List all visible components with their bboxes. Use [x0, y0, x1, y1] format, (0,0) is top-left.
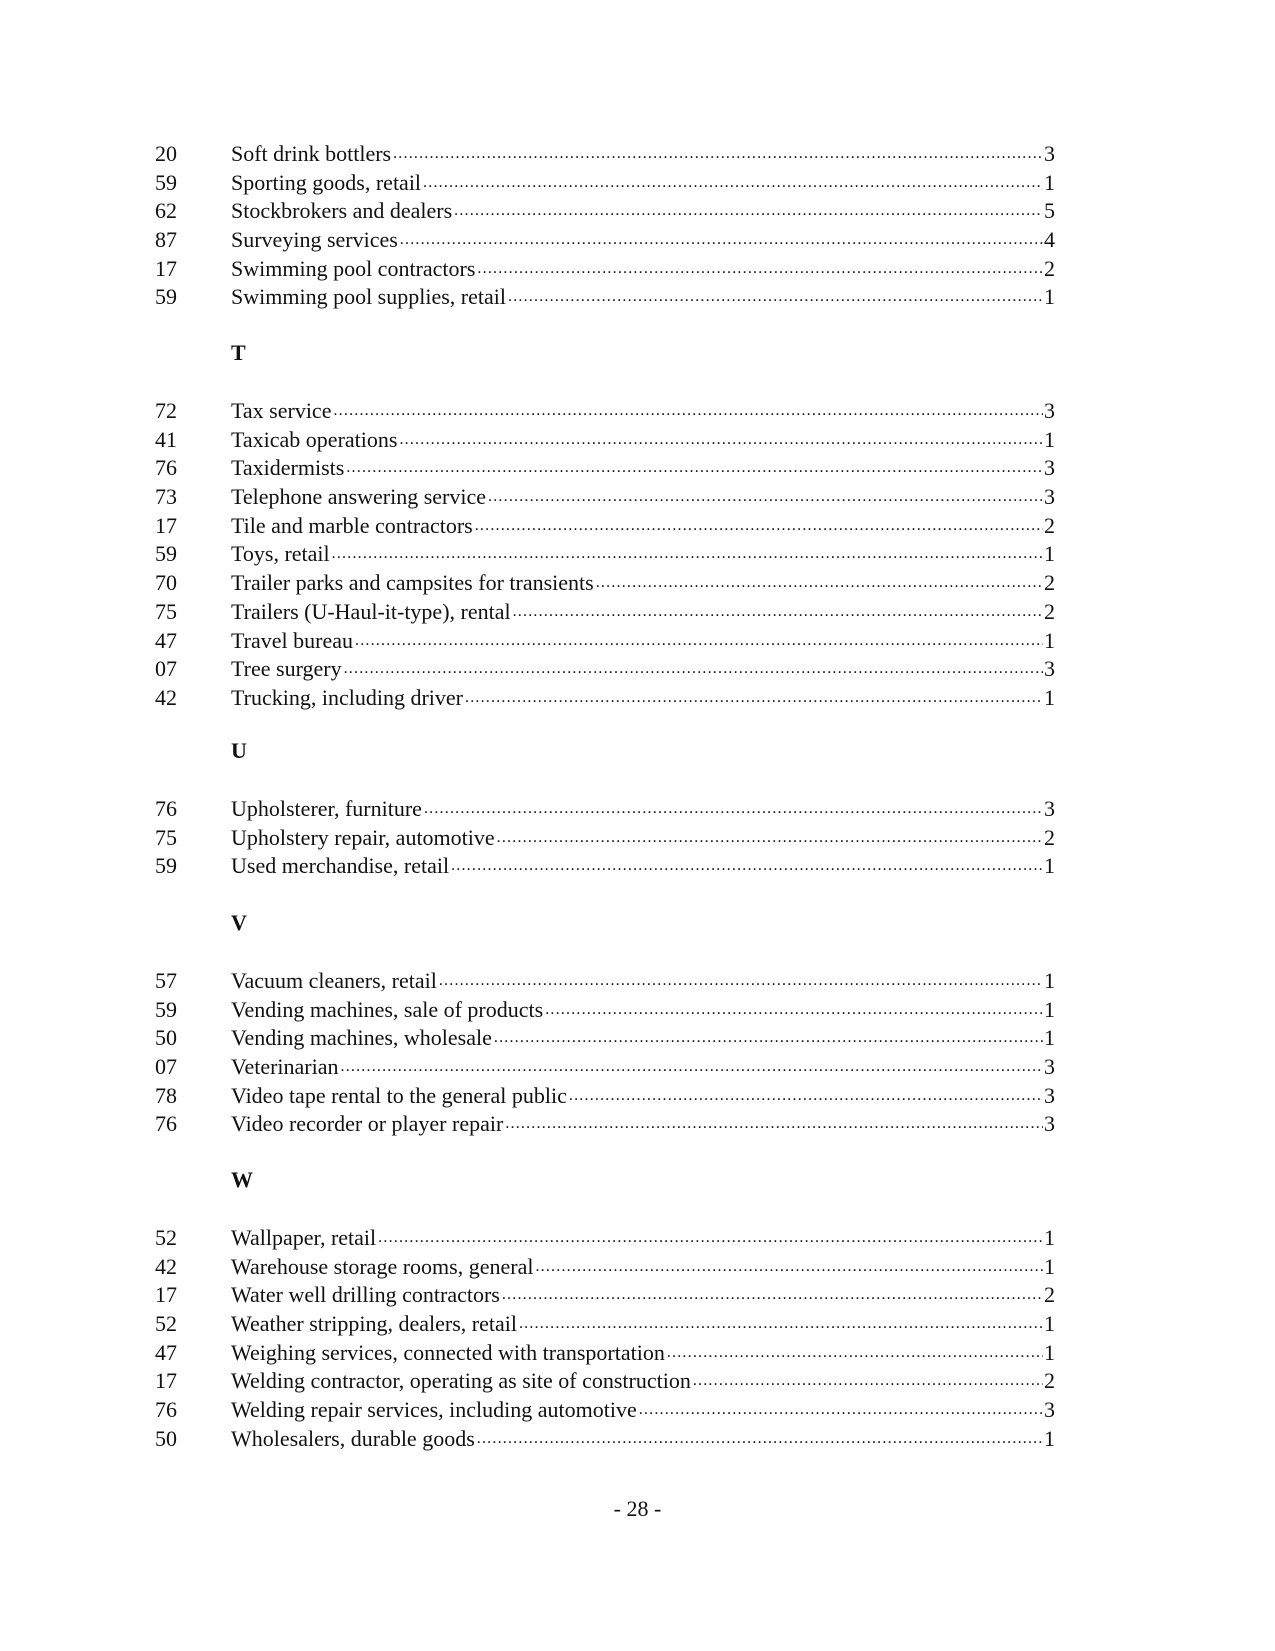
dot-leader — [341, 1053, 1044, 1082]
index-entry — [155, 1082, 1055, 1111]
entry-label: Telephone answering service — [231, 484, 487, 510]
entry-code: 52 — [155, 1311, 177, 1337]
dot-leader — [451, 852, 1043, 881]
entry-code: 20 — [155, 141, 177, 166]
entry-code: 07 — [155, 656, 177, 682]
entry-label-leader — [231, 655, 1043, 684]
entry-label-leader — [231, 1396, 1043, 1425]
dot-leader — [596, 569, 1043, 598]
entry-label: Wholesalers, durable goods — [231, 1425, 475, 1451]
entry-value: 3 — [1044, 1397, 1055, 1423]
index-entry — [155, 1024, 1055, 1053]
index-entry — [155, 454, 1055, 483]
entry-code: 47 — [155, 1339, 177, 1365]
entry-label-leader — [231, 569, 1043, 598]
entry-value: 2 — [1044, 1282, 1055, 1308]
entry-label-leader — [231, 483, 1043, 512]
entry-value: 3 — [1044, 1082, 1055, 1108]
index-entry — [155, 169, 1055, 198]
entry-value: 1 — [1044, 1339, 1055, 1365]
dot-leader — [535, 1253, 1043, 1282]
index-entry — [155, 140, 1055, 169]
index-entry — [155, 1224, 1055, 1253]
dot-leader — [693, 1367, 1043, 1396]
entry-label: Travel bureau — [231, 627, 353, 653]
entry-label-leader — [231, 140, 1043, 169]
entry-value: 1 — [1044, 1225, 1055, 1250]
index-entry — [155, 397, 1055, 426]
dot-leader — [508, 283, 1043, 312]
entry-value: 2 — [1044, 1368, 1055, 1394]
entry-label: Toys, retail — [231, 541, 330, 567]
entry-code: 07 — [155, 1054, 177, 1080]
dot-leader — [454, 197, 1043, 226]
entry-value: 1 — [1044, 541, 1055, 567]
entry-label: Taxidermists — [231, 455, 345, 481]
entry-value: 3 — [1044, 1054, 1055, 1080]
entry-value: 3 — [1044, 455, 1055, 481]
entry-code: 50 — [155, 1025, 177, 1051]
entry-label-leader — [231, 1053, 1043, 1082]
entry-code: 59 — [155, 169, 177, 195]
index-entry — [155, 483, 1055, 512]
entry-code: 76 — [155, 796, 177, 821]
entry-label: Soft drink bottlers — [231, 141, 392, 166]
entry-label: Swimming pool contractors — [231, 255, 476, 281]
entry-code: 59 — [155, 541, 177, 567]
index-entry — [155, 1425, 1055, 1454]
entry-code: 17 — [155, 1368, 177, 1394]
entry-label-leader — [231, 169, 1043, 198]
entry-label-leader — [231, 1367, 1043, 1396]
entry-value: 3 — [1044, 398, 1055, 423]
section-w — [155, 1224, 1055, 1454]
entry-code: 73 — [155, 484, 177, 510]
entry-value: 3 — [1044, 656, 1055, 682]
section-u — [155, 795, 1055, 881]
entry-label-leader — [231, 996, 1043, 1025]
dot-leader — [344, 655, 1043, 684]
entry-label: Weighing services, connected with transportation — [231, 1339, 665, 1365]
entry-code: 59 — [155, 996, 177, 1022]
entry-label-leader — [231, 1253, 1043, 1282]
entry-code: 76 — [155, 1111, 177, 1137]
entry-value: 1 — [1044, 426, 1055, 452]
entry-code: 75 — [155, 598, 177, 624]
index-entry — [155, 1110, 1055, 1139]
entry-code: 17 — [155, 512, 177, 538]
entry-value: 1 — [1044, 1025, 1055, 1051]
entry-label-leader — [231, 852, 1043, 881]
entry-value: 1 — [1044, 627, 1055, 653]
entry-value: 5 — [1044, 198, 1055, 224]
dot-leader — [497, 824, 1043, 853]
entry-code: 76 — [155, 455, 177, 481]
dot-leader — [355, 627, 1043, 656]
entry-label: Vending machines, sale of products — [231, 996, 544, 1022]
entry-value: 3 — [1044, 796, 1055, 821]
entry-value: 2 — [1044, 824, 1055, 850]
page-number: - 28 - — [613, 1496, 662, 1521]
entry-label-leader — [231, 1339, 1043, 1368]
dot-leader — [423, 169, 1043, 198]
index-entry — [155, 795, 1055, 824]
entry-label-leader — [231, 397, 1043, 426]
entry-label-leader — [231, 1024, 1043, 1053]
entry-value: 1 — [1044, 968, 1055, 993]
dot-leader — [667, 1339, 1043, 1368]
entry-value: 2 — [1044, 598, 1055, 624]
entry-label-leader — [231, 426, 1043, 455]
entry-value: 2 — [1044, 570, 1055, 596]
entry-label-leader — [231, 1425, 1043, 1454]
section-heading-u: U — [231, 738, 247, 763]
index-entry — [155, 255, 1055, 284]
entry-code: 59 — [155, 284, 177, 310]
entry-value: 1 — [1044, 684, 1055, 710]
entry-label-leader — [231, 1281, 1043, 1310]
entry-value: 1 — [1044, 1425, 1055, 1451]
entry-code: 75 — [155, 824, 177, 850]
index-entry — [155, 226, 1055, 255]
entry-code: 87 — [155, 227, 177, 253]
entry-value: 1 — [1044, 284, 1055, 310]
entry-label-leader — [231, 540, 1043, 569]
index-entry — [155, 197, 1055, 226]
entry-label: Warehouse storage rooms, general — [231, 1253, 534, 1279]
dot-leader — [475, 512, 1043, 541]
entry-label: Welding contractor, operating as site of construction — [231, 1368, 691, 1394]
index-entry — [155, 512, 1055, 541]
index-entry — [155, 569, 1055, 598]
index-entry — [155, 655, 1055, 684]
entry-value: 3 — [1044, 1111, 1055, 1137]
dot-leader — [399, 426, 1043, 455]
entry-label-leader — [231, 197, 1043, 226]
index-entry — [155, 426, 1055, 455]
entry-label: Taxicab operations — [231, 426, 398, 452]
entry-code: 78 — [155, 1082, 177, 1108]
entry-code: 52 — [155, 1225, 177, 1250]
entry-code: 62 — [155, 198, 177, 224]
entry-label: Tree surgery — [231, 656, 342, 682]
section-v — [155, 967, 1055, 1139]
index-entry — [155, 1053, 1055, 1082]
entry-value: 2 — [1044, 255, 1055, 281]
index-entry — [155, 1396, 1055, 1425]
entry-label-leader — [231, 795, 1043, 824]
index-entry — [155, 1339, 1055, 1368]
entry-code: 76 — [155, 1397, 177, 1423]
index-entry — [155, 824, 1055, 853]
entry-label: Vending machines, wholesale — [231, 1025, 492, 1051]
index-entry — [155, 967, 1055, 996]
entry-label: Wallpaper, retail — [231, 1225, 377, 1250]
entry-value: 4 — [1044, 227, 1055, 253]
entry-code: 17 — [155, 255, 177, 281]
entry-label-leader — [231, 226, 1043, 255]
entry-value: 1 — [1044, 1253, 1055, 1279]
entry-label: Welding repair services, including automotive — [231, 1397, 637, 1423]
dot-leader — [424, 795, 1043, 824]
entry-code: 57 — [155, 968, 177, 993]
entry-label: Upholstery repair, automotive — [231, 824, 495, 850]
entry-code: 17 — [155, 1282, 177, 1308]
entry-label: Video tape rental to the general public — [231, 1082, 567, 1108]
dot-leader — [477, 1425, 1043, 1454]
entry-label-leader — [231, 1310, 1043, 1339]
entry-label: Stockbrokers and dealers — [231, 198, 453, 224]
entry-label-leader — [231, 1082, 1043, 1111]
index-entry — [155, 598, 1055, 627]
dot-leader — [494, 1024, 1043, 1053]
entry-label-leader — [231, 454, 1043, 483]
index-entry — [155, 1253, 1055, 1282]
dot-leader — [477, 255, 1043, 284]
section-t — [155, 397, 1055, 713]
dot-leader — [519, 1310, 1043, 1339]
index-entry — [155, 684, 1055, 713]
dot-leader — [400, 226, 1043, 255]
entry-label-leader — [231, 283, 1043, 312]
index-entry — [155, 1281, 1055, 1310]
entry-label-leader — [231, 627, 1043, 656]
entry-code: 41 — [155, 426, 177, 452]
entry-label-leader — [231, 1110, 1043, 1139]
entry-value: 1 — [1044, 169, 1055, 195]
dot-leader — [505, 1110, 1043, 1139]
entry-value: 1 — [1044, 996, 1055, 1022]
index-entry — [155, 627, 1055, 656]
entry-value: 2 — [1044, 512, 1055, 538]
entry-label: Sporting goods, retail — [231, 169, 422, 195]
entry-label: Upholsterer, furniture — [231, 796, 422, 821]
entry-label-leader — [231, 512, 1043, 541]
entry-value: 3 — [1044, 141, 1055, 166]
entry-label-leader — [231, 1224, 1043, 1253]
entry-label-leader — [231, 255, 1043, 284]
index-entry — [155, 852, 1055, 881]
dot-leader — [639, 1396, 1043, 1425]
index-entry — [155, 283, 1055, 312]
dot-leader — [439, 967, 1043, 996]
entry-code: 59 — [155, 853, 177, 879]
entry-value: 1 — [1044, 1311, 1055, 1337]
dot-leader — [393, 140, 1043, 169]
index-entry — [155, 996, 1055, 1025]
dot-leader — [378, 1224, 1043, 1253]
section-heading-v: V — [231, 910, 247, 935]
dot-leader — [513, 598, 1043, 627]
entry-label: Weather stripping, dealers, retail — [231, 1311, 517, 1337]
entry-label-leader — [231, 598, 1043, 627]
entry-code: 50 — [155, 1425, 177, 1451]
dot-leader — [465, 684, 1043, 713]
dot-leader — [332, 540, 1043, 569]
entry-value: 3 — [1044, 484, 1055, 510]
entry-label: Tax service — [231, 398, 332, 423]
entry-label: Surveying services — [231, 227, 398, 253]
index-entry — [155, 1367, 1055, 1396]
dot-leader — [488, 483, 1043, 512]
entry-label: Video recorder or player repair — [231, 1111, 504, 1137]
entry-label: Tile and marble contractors — [231, 512, 473, 538]
dot-leader — [333, 397, 1043, 426]
section-heading-w: W — [231, 1167, 253, 1192]
entry-label: Trailer parks and campsites for transients — [231, 570, 594, 596]
index-entry — [155, 1310, 1055, 1339]
entry-label: Water well drilling contractors — [231, 1282, 500, 1308]
entry-code: 72 — [155, 398, 177, 423]
entry-code: 47 — [155, 627, 177, 653]
section-s — [155, 140, 1055, 312]
entry-label: Vacuum cleaners, retail — [231, 968, 437, 993]
entry-value: 1 — [1044, 853, 1055, 879]
entry-label: Veterinarian — [231, 1054, 339, 1080]
dot-leader — [502, 1281, 1043, 1310]
entry-code: 70 — [155, 570, 177, 596]
dot-leader — [569, 1082, 1043, 1111]
entry-label: Used merchandise, retail — [231, 853, 450, 879]
dot-leader — [545, 996, 1043, 1025]
entry-label-leader — [231, 824, 1043, 853]
entry-label: Trucking, including driver — [231, 684, 463, 710]
entry-code: 42 — [155, 684, 177, 710]
dot-leader — [346, 454, 1043, 483]
entry-label: Swimming pool supplies, retail — [231, 284, 506, 310]
entry-label-leader — [231, 967, 1043, 996]
section-heading-t: T — [231, 340, 246, 365]
entry-label-leader — [231, 684, 1043, 713]
entry-label: Trailers (U-Haul-it-type), rental — [231, 598, 511, 624]
index-entry — [155, 540, 1055, 569]
entry-code: 42 — [155, 1253, 177, 1279]
